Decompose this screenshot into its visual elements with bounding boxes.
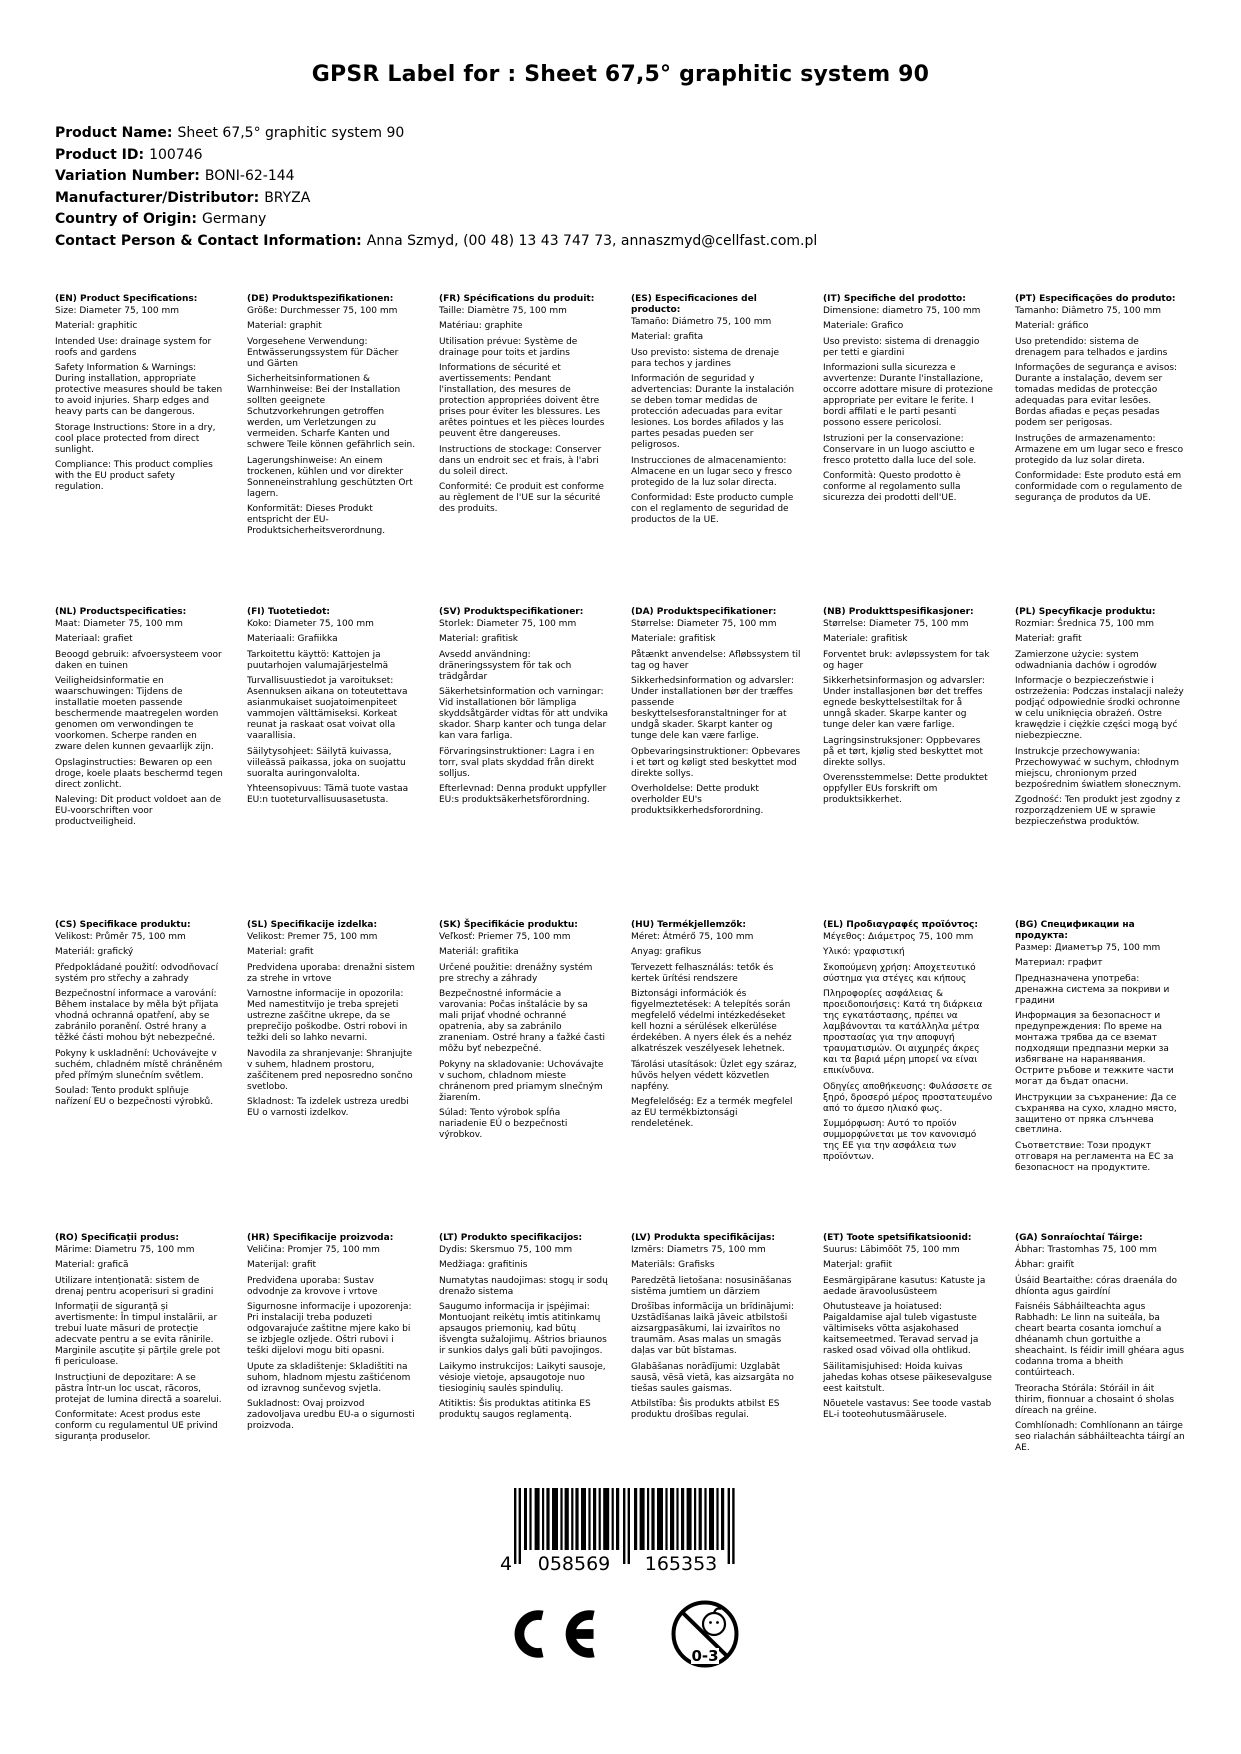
lang-block-line: Størrelse: Diameter 75, 100 mm [823,618,969,629]
lang-block-line: Informazioni sulla sicurezza e avvertenze: Durante l'installazione, occorre adottare misure di protezione appropriate per evitare le ferite. I bordi affilati e le parti pesanti possono essere pericolosi. [823,363,993,429]
footer [0,1484,1241,1670]
lang-block-line: Faisnéis Sábháilteachta agus Rabhadh: Le linn na suiteála, ba cheart bearta cosanta iomchuí a dhéanamh chun gortuithe a sheachaint. Is féidir imill ghéara agus codanna troma a bheith contúirteach. [1015,1302,1185,1379]
lang-block-line: Instrukcje przechowywania: Przechowywać w suchym, chłodnym miejscu, chronionym przed bezpośrednim światłem słonecznym. [1015,746,1182,790]
lang-block-line: Medžiaga: grafitinis [439,1260,528,1271]
lang-block-line: Material: grafică [55,1260,129,1271]
lang-block-header: (DE) Produktspezifikationen: [247,294,394,304]
lang-block-header: (RO) Specificații produs: [55,1233,179,1243]
lang-block-line: Инструкции за съхранение: Да се съхранява на сухо, хладно място, защитено от пряка слънчева светлина. [1015,1092,1177,1136]
lang-block-line: Информация за безопасност и предупреждения: По време на монтажа трябва да се вземат подходящи предпазни мерки за избягване на наранявания. Острите ръбове и тежките части могат да бъдат опасни. [1015,1011,1174,1088]
lang-block-line: Súlad: Tento výrobok spĺňa nariadenie EÚ o bezpečnosti výrobkov. [439,1108,568,1140]
lang-block-line: Predvidena uporaba: drenažni sistem za strehe in vrtove [247,962,415,984]
lang-block-line: Conformidad: Este producto cumple con el reglamento de seguridad de productos de la UE. [631,493,794,525]
lang-block-line: Veličina: Promjer 75, 100 mm [247,1244,380,1255]
lang-block-line: Material: grafit [247,947,314,958]
lang-block-line: Bezpečnostné informácie a varovania: Počas inštalácie by sa mali prijať vhodné ochranné opatrenia, aby sa zabránilo zraneniam. Ostré hrany a ťažké časti môžu byť nebezpečné. [439,989,606,1055]
lang-block-line: Drošības informācija un brīdinājumi: Uzstādīšanas laikā jāveic atbilstoši aizsargpasākumi, lai izvairītos no traumām. Asas malas un smagās daļas var būt bīstamas. [631,1302,795,1357]
product-info-line [55,145,1241,167]
lang-block-line: Materiale: Grafico [823,321,904,332]
lang-block-line: Nõuetele vastavus: See toode vastab EL-i tooteohutusmäärusele. [823,1399,992,1421]
lang-block-line: Veľkosť: Priemer 75, 100 mm [439,931,571,942]
lang-block-line: Istruzioni per la conservazione: Conservare in un luogo asciutto e fresco protetto dalla luce del sole. [823,433,977,466]
lang-block-line: Lagerungshinweise: An einem trockenen, kühlen und vor direkter Sonneneinstrahlung geschützten Ort lagern. [247,455,413,499]
lang-block-sk [439,920,615,1233]
lang-block-line: Beoogd gebruik: afvoersysteem voor daken en tuinen [55,649,222,671]
lang-block-line: Navodila za shranjevanje: Shranjujte v suhem, hladnem prostoru, zaščitenem pred neposredno sončno svetlobo. [247,1048,413,1092]
lang-block-lv [631,1233,807,1458]
lang-block-line: Zgodność: Ten produkt jest zgodny z rozporządzeniem UE w sprawie bezpieczeństwa produktów. [1015,795,1181,827]
lang-block-line: Numatytas naudojimas: stogų ir sodų drenažo sistema [439,1275,608,1297]
lang-block-line: Efterlevnad: Denna produkt uppfyller EU:s produktsäkerhetsförordning. [439,784,607,806]
lang-block-pt [1015,294,1191,607]
lang-block-ro [55,1233,231,1458]
lang-block-line: Съответствие: Този продукт отговаря на регламента на ЕС за безопасност на продуктите. [1015,1140,1174,1173]
lang-block-line: Vorgesehene Verwendung: Entwässerungssystem für Dächer und Gärten [247,336,399,369]
lang-block-line: Información de seguridad y advertencias: Durante la instalación se deben tomar medidas de protección adecuadas para evitar lesiones. Los bordes afilados y las partes pesadas pueden ser peligrosos. [631,374,795,451]
lang-block-header: (FR) Spécifications du produit: [439,294,595,304]
lang-block-line: Turvallisuustiedot ja varoitukset: Asennuksen aikana on toteutettava asianmukaiset suojatoimenpiteet vammojen välttämiseksi. Korkeat reunat ja raskaat osat voivat olla vaarallisia. [247,676,408,742]
lang-block-line: Conformidade: Este produto está em conformidade com o regulamento de segurança de produtos da UE. [1015,471,1183,503]
lang-block-line: Предназначена употреба: дренажна система за покриви и градини [1015,973,1170,1006]
lang-block-line: Megfelelőség: Ez a termék megfelel az EU termékbiztonsági rendeletének. [631,1097,793,1129]
lang-block-line: Avsedd användning: dräneringssystem för tak och trädgårdar [439,649,572,682]
lang-block-line: Instructions de stockage: Conserver dans un endroit sec et frais, à l'abri du soleil direct. [439,444,602,477]
lang-block-line: Μέγεθος: Διάμετρος 75, 100 mm [823,931,974,942]
lang-block-line: Οδηγίες αποθήκευσης: Φυλάσσετε σε ξηρό, δροσερό μέρος προστατευμένο από το άμεσο ηλιακό φως. [823,1081,993,1114]
lang-block-header: (SK) Špecifikácie produktu: [439,920,578,930]
ce-mark-icon [501,1603,605,1665]
lang-block-header: (DA) Produktspecifikationer: [631,607,777,617]
lang-block-line: Υλικό: γραφιστική [823,947,905,958]
lang-block-header: (NB) Produkttspesifikasjoner: [823,607,974,617]
lang-block-nl [55,607,231,920]
lang-block-hr [247,1233,423,1458]
lang-block-line: Materiál: grafický [55,947,134,958]
lang-block-line: Anyag: grafikus [631,947,702,958]
lang-block-line: Dydis: Skersmuo 75, 100 mm [439,1244,573,1255]
lang-block-header: (HR) Specifikacije proizvoda: [247,1233,394,1243]
product-info-value: Sheet 67,5° graphitic system 90 [177,125,405,141]
product-info-value: BONI-62-144 [204,168,295,184]
lang-block-line: Maat: Diameter 75, 100 mm [55,618,183,629]
lang-block-line: Paredzētā lietošana: nosusināšanas sistēma jumtiem un dārziem [631,1275,792,1297]
lang-block-header: (EL) Προδιαγραφές προϊόντος: [823,920,978,930]
lang-block-hu [631,920,807,1233]
lang-block-line: Instruções de armazenamento: Armazene em um lugar seco e fresco protegido da luz solar direta. [1015,433,1184,466]
product-info-label: Product ID: [55,146,145,163]
lang-block-header: (LT) Produkto specifikacijos: [439,1233,583,1243]
page-title: GPSR Label for : Sheet 67,5° graphitic system 90 [311,62,930,87]
product-info-line [55,188,1241,210]
lang-block-line: Storlek: Diameter 75, 100 mm [439,618,577,629]
lang-block-line: Material: graphit [247,321,322,332]
lang-block-line: Informations de sécurité et avertissements: Pendant l'installation, des mesures de protection appropriées doivent être prises pour éviter les blessures. Les arêtes pointues et les pièces lourdes peuvent être dangereuses. [439,363,605,440]
product-info-label: Country of Origin: [55,211,197,227]
barcode-digits-left: 058569 [537,1553,610,1576]
lang-block-line: Størrelse: Diameter 75, 100 mm [631,618,777,629]
lang-block-line: Izmērs: Diametrs 75, 100 mm [631,1244,766,1255]
lang-block-line: Intended Use: drainage system for roofs and gardens [55,336,212,358]
lang-block-header: (PL) Specyfikacje produktu: [1015,607,1156,617]
lang-block-line: Overensstemmelse: Dette produktet oppfyller EUs forskrift om produktsikkerhet. [823,773,988,806]
lang-block-line: Varnostne informacije in opozorila: Med namestitvijo je treba sprejeti ustrezne zaščitne ukrepe, da se preprečijo poškodbe. Ostri robovi in težki deli so lahko nevarni. [247,989,408,1044]
lang-block-es [631,294,807,607]
lang-block-et [823,1233,999,1458]
lang-block-line: Mărime: Diametru 75, 100 mm [55,1244,195,1255]
lang-block-line: Materiale: grafitisk [631,634,716,645]
lang-block-line: Overholdelse: Dette produkt overholder EU's produktsikkerhedsforordning. [631,784,764,816]
lang-block-line: Πληροφορίες ασφάλειας & προειδοποιήσεις: Κατά τη διάρκεια της εγκατάστασης, πρέπει να λαμβάνονται τα κατάλληλα μέτρα προστασίας για την αποφυγή τραυματισμών. Οι αιχμηρές άκρες και τα βαριά μέρη μπορεί να είναι επικίνδυνα. [823,989,983,1077]
barcode-digit-system: 4 [499,1553,512,1576]
lang-block-line: Size: Diameter 75, 100 mm [55,305,179,316]
lang-block-line: Säkerhetsinformation och varningar: Vid installationen bör lämpliga skyddsåtgärder vidtas för att undvika skador. Sharp kanter och tunga delar kan vara farliga. [439,687,608,742]
lang-block-header: (SV) Produktspecifikationer: [439,607,584,617]
lang-block-header: (EN) Product Specifications: [55,294,198,304]
lang-block-line: Forventet bruk: avløpssystem for tak og hager [823,649,990,671]
lang-block-header: (ES) Especificaciones del producto: [631,294,757,315]
lang-block-line: Lagringsinstruksjoner: Oppbevares på et tørt, kjølig sted beskyttet mot direkte sollys. [823,735,984,768]
lang-block-line: Tárolási utasítások: Üzlet egy száraz, hűvös helyen védett közvetlen napfény. [631,1059,797,1092]
lang-block-nb [823,607,999,920]
lang-block-line: Materiāls: Grafisks [631,1260,715,1271]
lang-block-line: Uso pretendido: sistema de drenagem para telhados e jardins [1015,336,1168,358]
lang-block-line: Matériau: graphite [439,321,523,332]
lang-block-header: (BG) Спецификации на продукта: [1015,920,1135,941]
lang-block-line: Skladnost: Ta izdelek ustreza uredbi EU o varnosti izdelkov. [247,1097,409,1119]
lang-block-header: (CS) Specifikace produktu: [55,920,191,930]
age-warning-label: 0-3 [690,1647,719,1666]
lang-block-line: Material: grafitisk [439,634,518,645]
lang-block-line: Instrucciones de almacenamiento: Almacene en un lugar seco y fresco protegido de la luz solar directa. [631,455,792,488]
lang-block-header: (GA) Sonraíochtaí Táirge: [1015,1233,1143,1243]
lang-block-line: Materiale: grafitisk [823,634,908,645]
lang-block-header: (PT) Especificações do produto: [1015,294,1176,304]
lang-block-line: Conformità: Questo prodotto è conforme al regolamento sulla sicurezza dei prodotti dell'UE. [823,471,961,503]
lang-block-line: Atbilstība: Šis produkts atbilst ES produktu drošības regulai. [631,1399,780,1421]
lang-block-line: Säilitamisjuhised: Hoida kuivas jahedas kohas otsese päikesevalguse eest kaitstult. [823,1361,992,1394]
lang-block-el [823,920,999,1233]
certification-symbols [0,1598,1241,1670]
lang-block-fi [247,607,423,920]
lang-block-line: Размер: Диаметър 75, 100 mm [1015,942,1161,953]
lang-block-line: Konformität: Dieses Produkt entspricht der EU-Produktsicherheitsverordnung. [247,503,386,536]
lang-block-line: Säilytysohjeet: Säilytä kuivassa, viileässä paikassa, joka on suojattu suoralta auringonvalolta. [247,746,406,779]
lang-block-line: Předpokládané použití: odvodňovací systém pro střechy a zahrady [55,962,219,984]
lang-block-line: Sicherheitsinformationen & Warnhinweise: Bei der Installation sollten geeignete Schutzvorkehrungen getroffen werden, um Verletzungen zu vermeiden. Scharfe Kanten und schwere Teile können gefährlich sein. [247,374,416,451]
lang-block-line: Storage Instructions: Store in a dry, cool place protected from direct sunlight. [55,422,216,455]
lang-block-line: Påtænkt anvendelse: Afløbssystem til tag og haver [631,649,801,671]
lang-block-line: Informacje o bezpieczeństwie i ostrzeżenia: Podczas instalacji należy podjąć odpowiednie środki ochronne w celu uniknięcia obrażeń. Ostre krawędzie i ciężkie części mogą być niebezpieczne. [1015,676,1184,742]
product-info-label: Variation Number: [55,168,200,184]
lang-block-line: Bezpečnostní informace a varování: Během instalace by měla být přijata vhodná ochranná opatření, aby se zabránilo poranění. Ostré hrany a těžké části mohou být nebezpečné. [55,989,219,1044]
lang-block-line: Material: graphitic [55,321,138,332]
language-grid [55,294,1191,1458]
product-info-value: 100746 [149,146,203,163]
lang-block-line: Upute za skladištenje: Skladištiti na suhom, hladnom mjestu zaštićenom od izravnog sunčevog svjetla. [247,1361,411,1394]
lang-block-line: Rozmiar: Średnica 75, 100 mm [1015,618,1155,629]
lang-block-line: Úsáid Beartaithe: córas draenála do dhíonta agus gairdíní [1015,1275,1177,1297]
ean13-barcode [456,1484,786,1588]
lang-block-line: Opslaginstructies: Bewaren op een droge, koele plaats beschermd tegen direct zonlicht. [55,757,223,790]
barcode-bars-icon [456,1484,786,1584]
lang-block-line: Informații de siguranță și avertismente: În timpul instalării, ar trebui luate măsuri de protecție adecvate pentru a se evita rănirile. Marginile ascuțite și părțile grele pot fi periculoase. [55,1302,221,1368]
lang-block-line: Saugumo informacija ir įspėjimai: Montuojant reikėtų imtis atitinkamų apsaugos priemonių, kad būtų išvengta sužalojimų. Aštrios briaunos ir sunkios dalys gali būti pavojingos. [439,1302,607,1357]
lang-block-line: Koko: Diameter 75, 100 mm [247,618,374,629]
lang-block-line: Pokyny k uskladnění: Uchovávejte v suchém, chladném místě chráněném před přímým slunečním světlem. [55,1048,223,1081]
lang-block-header: (SL) Specifikacije izdelka: [247,920,378,930]
lang-block-line: Soulad: Tento produkt splňuje nařízení EU o bezpečnosti výrobků. [55,1086,214,1108]
lang-block-line: Instrucțiuni de depozitare: A se păstra într-un loc uscat, răcoros, protejat de lumina directă a soarelui. [55,1372,222,1405]
lang-block-line: Förvaringsinstruktioner: Lagra i en torr, sval plats skyddad från direkt solljus. [439,746,595,779]
product-info-line [55,123,1241,145]
lang-block-line: Conformitate: Acest produs este conform cu regulamentul UE privind siguranța produselor. [55,1410,218,1442]
lang-block-line: Laikymo instrukcijos: Laikyti sausoje, vėsioje vietoje, apsaugotoje nuo tiesioginių saulės spindulių. [439,1361,606,1394]
lang-block-pl [1015,607,1191,920]
lang-block-line: Méret: Átmérő 75, 100 mm [631,931,754,942]
product-info-label: Manufacturer/Distributor: [55,189,260,206]
lang-block-header: (LV) Produkta specifikācijas: [631,1233,775,1243]
barcode-digits-right: 165353 [644,1553,717,1576]
product-info-line [55,166,1241,188]
age-warning-0-3-icon [669,1598,741,1670]
lang-block-line: Eesmärgipärane kasutus: Katuste ja aedade äravoolusüsteem [823,1275,986,1297]
lang-block-line: Sikkerhetsinformasjon og advarsler: Under installasjonen bør det treffes egnede beskyttelsestiltak for å unngå skader. Skarpe kanter og tunge deler kan være farlige. [823,676,985,731]
lang-block-line: Materijal: grafit [247,1260,317,1271]
lang-block-sl [247,920,423,1233]
lang-block-line: Biztonsági információk és figyelmeztetések: A telepítés során megfelelő védelmi intézkedéseket kell hozni a sérülések elkerülése érdekében. A nyers élek és a nehéz alkatrészek veszélyesek lehetnek. [631,989,792,1055]
lang-block-line: Tamaño: Diámetro 75, 100 mm [631,316,772,327]
lang-block-line: Ohutusteave ja hoiatused: Paigaldamise ajal tuleb vigastuste vältimiseks võtta asjakohased kaitsemeetmed. Teravad servad ja rasked osad võivad olla ohtlikud. [823,1302,979,1357]
lang-block-line: Dimensione: diametro 75, 100 mm [823,305,981,316]
lang-block-line: Tarkoitettu käyttö: Kattojen ja puutarhojen valumajärjestelmä [247,649,389,671]
lang-block-line: Conformité: Ce produit est conforme au règlement de l'UE sur la sécurité des produits. [439,482,604,514]
product-info-value: Germany [202,211,267,227]
lang-block-cs [55,920,231,1233]
lang-block-line: Glabāšanas norādījumi: Uzglabāt sausā, vēsā vietā, kas aizsargāta no tiešas saules gaismas. [631,1361,794,1394]
lang-block-line: Velikost: Průměr 75, 100 mm [55,931,186,942]
lang-block-line: Größe: Durchmesser 75, 100 mm [247,305,398,316]
lang-block-sv [439,607,615,920]
product-info-label: Product Name: [55,125,173,141]
lang-block-en [55,294,231,607]
lang-block-de [247,294,423,607]
lang-block-it [823,294,999,607]
lang-block-line: Материал: графит [1015,958,1103,969]
lang-block-line: Ábhar: Trastomhas 75, 100 mm [1015,1244,1157,1255]
lang-block-line: Σκοπούμενη χρήση: Αποχετευτικό σύστημα για στέγες και κήπους [823,962,976,984]
lang-block-line: Pokyny na skladovanie: Uchovávajte v suchom, chladnom mieste chránenom pred priamym slnečným žiarením. [439,1059,604,1103]
lang-block-header: (IT) Specifiche del prodotto: [823,294,966,304]
lang-block-line: Safety Information & Warnings: During installation, appropriate protective measures should be taken to avoid injuries. Sharp edges and heavy parts can be dangerous. [55,363,223,418]
lang-block-line: Materjal: grafiit [823,1260,893,1271]
lang-block-line: Συμμόρφωση: Αυτό το προϊόν συμμορφώνεται με τον κανονισμό της ΕΕ για την ασφάλεια των προϊόντων. [823,1119,977,1162]
lang-block-line: Sikkerhedsinformation og advarsler: Under installationen bør der træffes passende beskyttelsesforanstaltninger for at undgå skader. Skarpt kanter og tunge dele kan være farlige. [631,676,794,742]
lang-block-lt [439,1233,615,1458]
lang-block-line: Naleving: Dit product voldoet aan de EU-voorschriften voor productveiligheid. [55,795,222,827]
lang-block-line: Opbevaringsinstruktioner: Opbevares i et tørt og køligt sted beskyttet mod direkte sollys. [631,746,801,779]
lang-block-line: Veiligheidsinformatie en waarschuwingen: Tijdens de installatie moeten passende beschermende maatregelen worden genomen om verwondingen te voorkomen. Scherpe randen en zware delen kunnen gevaarlijk zijn. [55,676,219,753]
product-info-value: Anna Szmyd, (00 48) 13 43 747 73, annaszmyd@cellfast.com.pl [366,232,818,249]
lang-block-line: Utilisation prévue: Système de drainage pour toits et jardins [439,336,578,358]
lang-block-line: Určené použitie: drenážny systém pre strechy a záhrady [439,962,593,984]
lang-block-line: Materiál: grafitika [439,947,519,958]
lang-block-line: Materiaal: grafiet [55,634,133,645]
lang-block-line: Informações de segurança e avisos: Durante a instalação, devem ser tomadas medidas de protecção adequadas para evitar lesões. Bordas afiadas e peças pesadas podem ser perigosas. [1015,363,1178,429]
lang-block-line: Taille: Diamètre 75, 100 mm [439,305,567,316]
lang-block-line: Tervezett felhasználás: tetők és kertek ürítési rendszere [631,962,774,984]
lang-block-line: Ábhar: graifít [1015,1260,1075,1271]
lang-block-line: Uso previsto: sistema de drenaje para techos y jardines [631,347,780,369]
lang-block-header: (HU) Termékjellemzők: [631,920,747,930]
lang-block-line: Material: grafita [631,332,704,343]
product-info-label: Contact Person & Contact Information: [55,232,362,249]
product-info-line [55,231,1241,253]
lang-block-line: Sukladnost: Ovaj proizvod zadovoljava uredbu EU-a o sigurnosti proizvoda. [247,1399,415,1432]
lang-block-bg [1015,920,1191,1233]
lang-block-fr [439,294,615,607]
lang-block-line: Uso previsto: sistema di drenaggio per tetti e giardini [823,336,980,358]
lang-block-header: (NL) Productspecificaties: [55,607,187,617]
lang-block-line: Predviđena uporaba: Sustav odvodnje za krovove i vrtove [247,1275,378,1297]
lang-block-line: Materiaali: Grafiikka [247,634,338,645]
lang-block-line: Atitiktis: Šis produktas atitinka ES produktų saugos reglamentą. [439,1399,591,1421]
lang-block-header: (ET) Toote spetsifikatsioonid: [823,1233,972,1243]
lang-block-line: Tamanho: Diâmetro 75, 100 mm [1015,305,1162,316]
lang-block-line: Comhlíonadh: Comhlíonann an táirge seo rialachán sábháilteachta táirgí an AE. [1015,1421,1185,1453]
lang-block-line: Compliance: This product complies with the EU product safety regulation. [55,460,213,493]
lang-block-line: Suurus: Läbimõõt 75, 100 mm [823,1244,960,1255]
product-info-line [55,209,1241,231]
lang-block-line: Yhteensopivuus: Tämä tuote vastaa EU:n tuoteturvallisuusasetusta. [247,784,409,806]
lang-block-line: Materiał: grafit [1015,634,1082,645]
lang-block-line: Treoracha Stórála: Stóráil in áit thirim, fionnuar a chosaint ó sholas díreach na gréine. [1015,1383,1175,1416]
lang-block-da [631,607,807,920]
lang-block-line: Velikost: Premer 75, 100 mm [247,931,378,942]
lang-block-header: (FI) Tuotetiedot: [247,607,331,617]
lang-block-line: Material: gráfico [1015,321,1089,332]
lang-block-line: Zamierzone użycie: system odwadniania dachów i ogrodów [1015,649,1157,671]
product-info [55,123,1241,252]
lang-block-line: Utilizare intenționată: sistem de drenaj pentru acoperisuri si gradini [55,1275,214,1297]
lang-block-ga [1015,1233,1191,1458]
product-info-value: BRYZA [264,189,311,206]
lang-block-line: Sigurnosne informacije i upozorenja: Pri instalaciji treba poduzeti odgovarajuće zaštitne mjere kako bi se izbjegle ozljede. Oštri rubovi i teški dijelovi mogu biti opasni. [247,1302,412,1357]
